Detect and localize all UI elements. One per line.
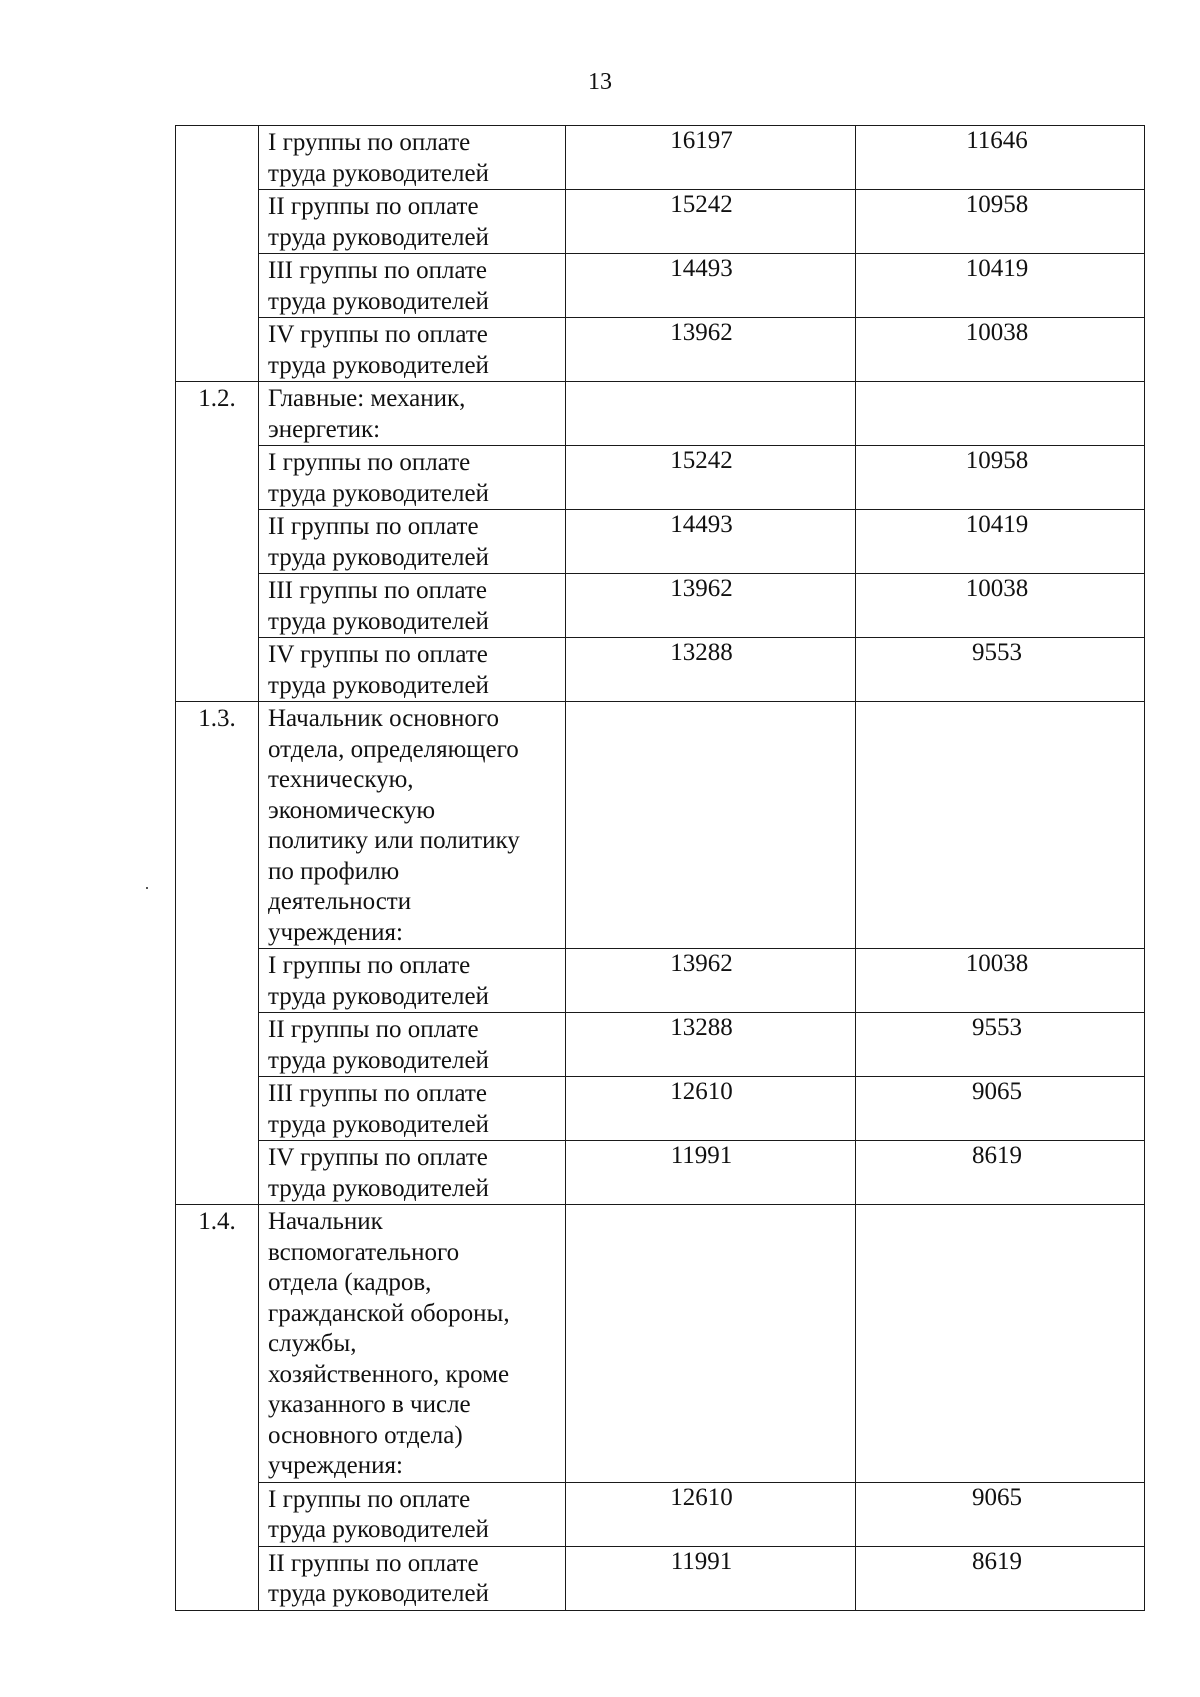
table-row [176,254,1145,318]
salary-value-1: 14493 [566,510,856,574]
salary-table [175,125,1145,1611]
section-number: 1.3. [176,702,259,1205]
scan-speck [146,887,148,889]
position-name: IV группы по оплате труда руководителей [259,638,566,702]
table-row [176,510,1145,574]
salary-value-1 [566,1205,856,1483]
salary-value-2: 10038 [856,574,1145,638]
salary-value-2: 10038 [856,949,1145,1013]
position-name: III группы по оплате труда руководителей [259,1077,566,1141]
position-name: IV группы по оплате труда руководителей [259,318,566,382]
section-number: 1.2. [176,382,259,702]
table-row [176,702,1145,949]
salary-value-2: 10419 [856,254,1145,318]
table-row [176,949,1145,1013]
table-row [176,574,1145,638]
position-name: I группы по оплате труда руководителей [259,126,566,190]
section-number-cell [176,126,259,382]
position-name: II группы по оплате труда руководителей [259,1013,566,1077]
position-name: I группы по оплате труда руководителей [259,949,566,1013]
salary-value-1 [566,702,856,949]
page-number: 13 [588,69,612,95]
salary-value-1: 15242 [566,446,856,510]
table-row [176,1013,1145,1077]
position-name: III группы по оплате труда руководителей [259,574,566,638]
salary-value-1: 11991 [566,1141,856,1205]
salary-value-1: 13288 [566,1013,856,1077]
salary-value-1: 12610 [566,1077,856,1141]
salary-value-2: 11646 [856,126,1145,190]
table-row [176,1141,1145,1205]
section-heading: Начальник вспомогательного отдела (кадров, гражданской обороны, службы, хозяйственного, кроме указанного в числе основного отдела) учреждения: [259,1205,566,1483]
salary-value-2 [856,702,1145,949]
salary-value-2 [856,1205,1145,1483]
salary-value-1: 16197 [566,126,856,190]
salary-value-1: 14493 [566,254,856,318]
position-name: II группы по оплате труда руководителей [259,510,566,574]
salary-value-2: 10038 [856,318,1145,382]
section-number: 1.4. [176,1205,259,1611]
salary-value-2: 9065 [856,1077,1145,1141]
position-name: II группы по оплате труда руководителей [259,1546,566,1610]
section-heading: Начальник основного отдела, определяющего техническую, экономическую политику или политику по профилю деятельности учреждения: [259,702,566,949]
salary-value-1: 13962 [566,949,856,1013]
position-name: III группы по оплате труда руководителей [259,254,566,318]
table-row [176,1482,1145,1546]
position-name: I группы по оплате труда руководителей [259,1482,566,1546]
salary-value-2: 8619 [856,1141,1145,1205]
salary-value-2: 10419 [856,510,1145,574]
salary-value-2: 10958 [856,190,1145,254]
position-name: I группы по оплате труда руководителей [259,446,566,510]
table-row [176,1546,1145,1610]
salary-value-2: 9553 [856,1013,1145,1077]
salary-value-1: 13962 [566,318,856,382]
table-row [176,318,1145,382]
salary-value-1 [566,382,856,446]
salary-value-1: 12610 [566,1482,856,1546]
table-row [176,190,1145,254]
salary-value-2: 9065 [856,1482,1145,1546]
salary-value-1: 11991 [566,1546,856,1610]
salary-value-1: 13288 [566,638,856,702]
salary-value-2: 8619 [856,1546,1145,1610]
position-name: IV группы по оплате труда руководителей [259,1141,566,1205]
salary-value-2: 10958 [856,446,1145,510]
salary-value-1: 15242 [566,190,856,254]
section-heading: Главные: механик, энергетик: [259,382,566,446]
table-row [176,638,1145,702]
table-row [176,446,1145,510]
salary-value-2 [856,382,1145,446]
table-row [176,1205,1145,1483]
table-row [176,382,1145,446]
salary-value-2: 9553 [856,638,1145,702]
position-name: II группы по оплате труда руководителей [259,190,566,254]
table-row [176,1077,1145,1141]
table-row [176,126,1145,190]
salary-value-1: 13962 [566,574,856,638]
